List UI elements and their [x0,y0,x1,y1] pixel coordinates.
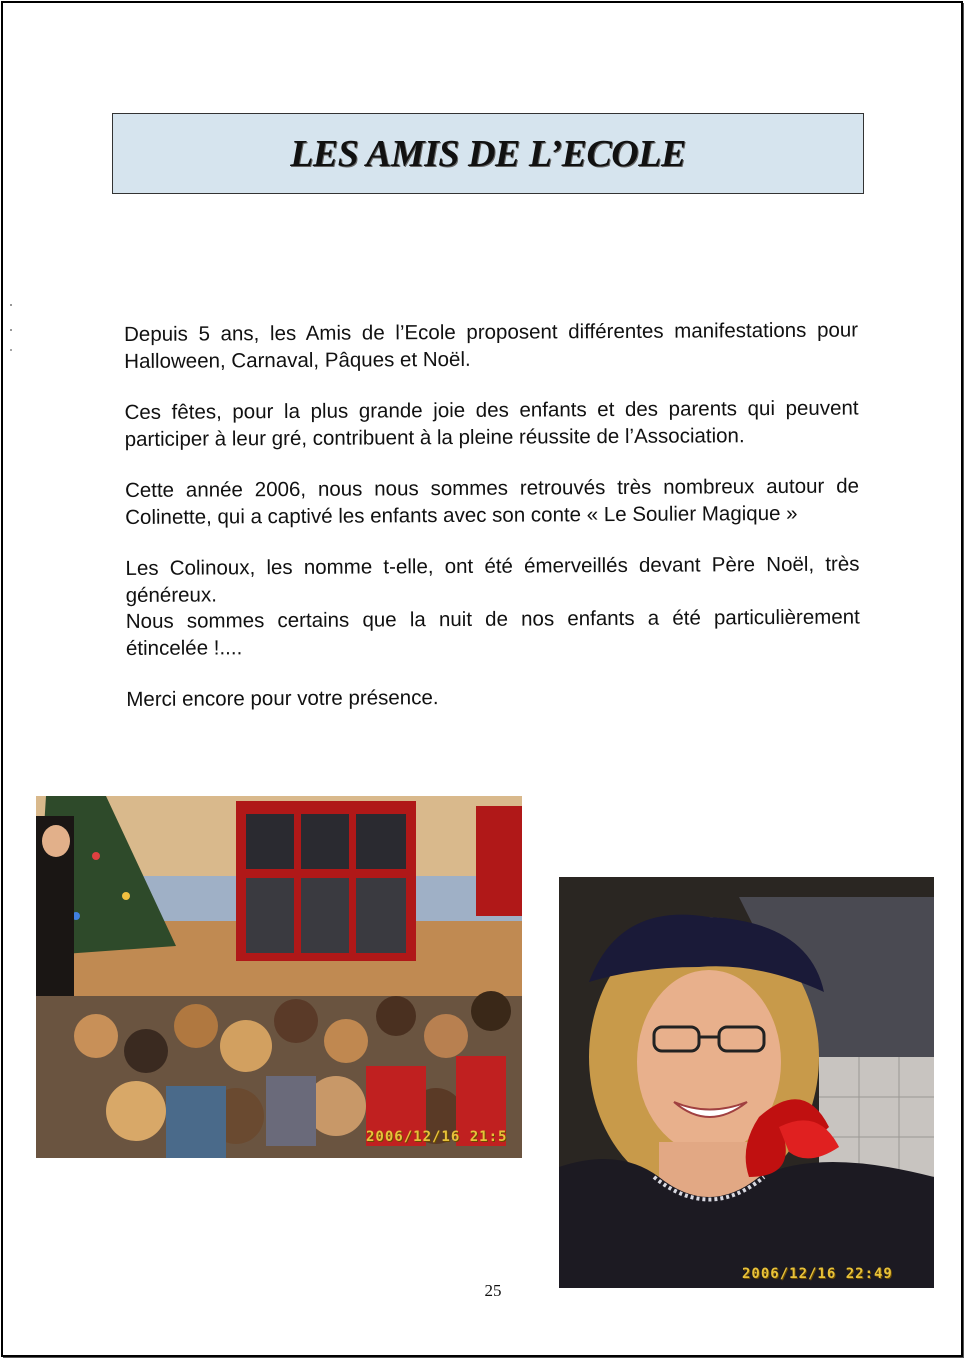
photo-colinette-image [559,877,934,1288]
paragraph: Les Colinoux, les nomme t-elle, ont été émerveillés devant Père Noël, très généreux. [125,552,860,607]
page-number: 25 [484,1281,502,1300]
paragraph: Depuis 5 ans, les Amis de l’Ecole proposent différentes manifestations pour Halloween, Carnaval, Pâques et Noël. [124,318,859,373]
page-title: LES AMIS DE L’ECOLE [290,132,686,175]
paragraph: Merci encore pour votre présence. [126,686,439,711]
photo-timestamp: 2006/12/16 22:49 [742,1266,893,1282]
article-body [124,318,861,739]
photo-children-hall-image [36,796,522,1158]
title-banner [112,113,864,194]
photo-timestamp: 2006/12/16 21:5 [366,1129,508,1145]
paragraph: Cette année 2006, nous nous sommes retrouvés très nombreux autour de Colinette, qui a captivé les enfants avec son conte « Le Soulier Magique » [124,474,860,529]
photo-colinette-portrait [559,877,934,1288]
scan-marks [8,300,14,380]
photo-children-hall [36,796,522,1158]
paragraph: Nous sommes certains que la nuit de nos enfants a été particulièrement étincelée !.... [125,605,860,660]
paragraph: Ces fêtes, pour la plus grande joie des enfants et des parents qui peuvent participer à leur gré, contribuent à la pleine réussite de l’Association. [124,396,859,451]
